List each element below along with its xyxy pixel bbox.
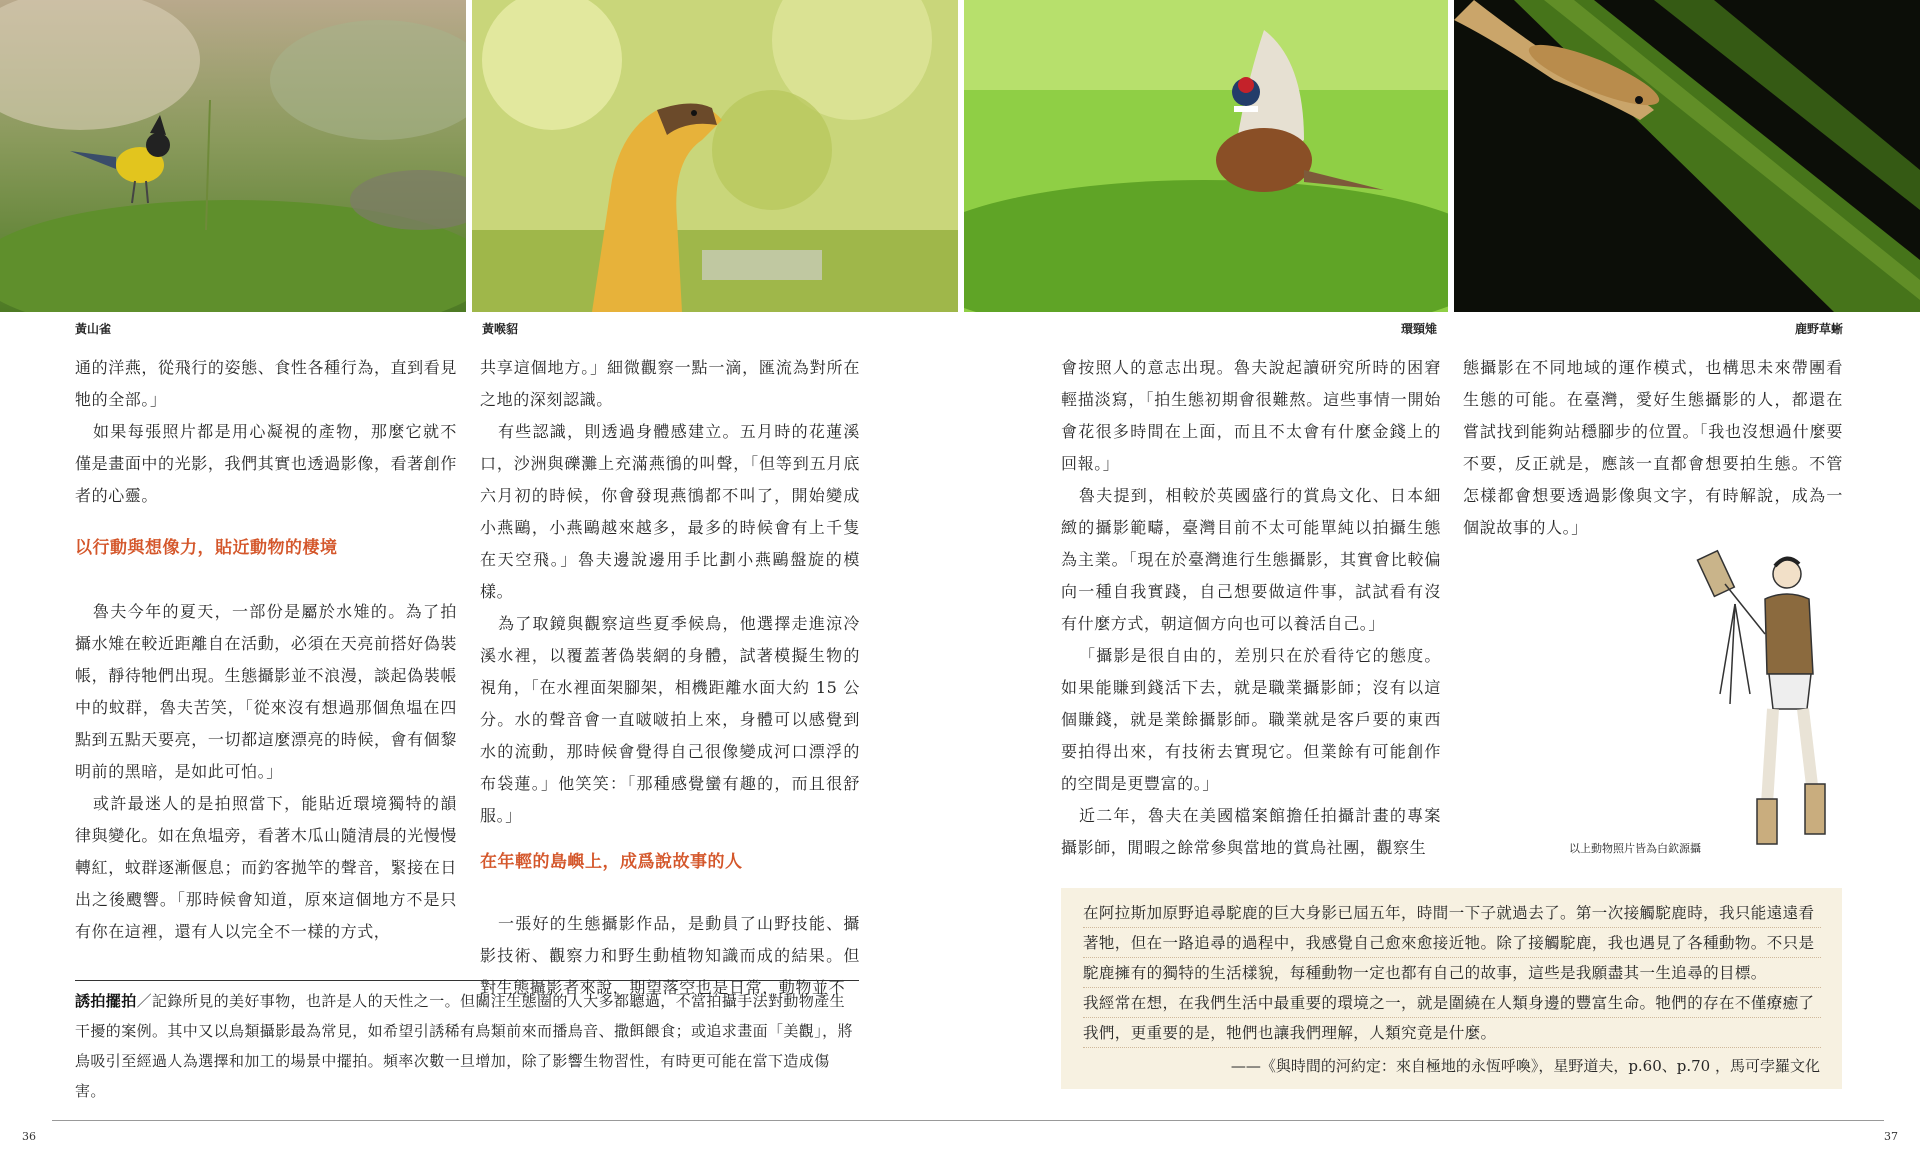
quote-rule	[1083, 1047, 1821, 1048]
quote-box	[1061, 888, 1842, 1089]
photo-yellow-throated-marten	[472, 0, 958, 312]
caption-photo4: 鹿野草蜥	[1795, 322, 1844, 336]
caption-photo2: 黃喉貂	[482, 322, 519, 336]
quote-line: 我們，更重要的是，牠們也讓我們理解，人類究竟是什麼。	[1083, 1024, 1497, 1042]
note-divider	[75, 980, 859, 981]
note-text: ／記錄所見的美好事物，也許是人的天性之一。但關注生態圈的人大多都聽過，不當拍攝手法對動物產生干擾的案例。其中又以鳥類攝影最為常見，如希望引誘稀有鳥類前來而播鳥音、撒餌餵食；或追求畫面「美觀」，將鳥吸引至經過人為選擇和加工的場景中擺拍。頻率次數一旦增加，除了影響生物習性，有時更可能在當下造成傷害。	[75, 992, 853, 1100]
quote-line: 在阿拉斯加原野追尋駝鹿的巨大身影已屆五年，時間一下子就過去了。第一次接觸駝鹿時，我只能遠遠看	[1083, 904, 1815, 922]
paragraph: 通的洋燕，從飛行的姿態、食性各種行為，直到看見牠的全部。」	[75, 358, 457, 409]
paragraph: 或許最迷人的是拍照當下，能貼近環境獨特的韻律與變化。如在魚塭旁，看著木瓜山隨清晨的光慢慢轉紅，蚊群逐漸偃息；而釣客拋竿的聲音，緊接在日出之後颼響。「那時候會知道，原來這個地方不是只有你在這裡，還有人以完全不一樣的方式，	[75, 794, 457, 941]
note-term: 誘拍擺拍	[75, 992, 137, 1010]
caption-photo1: 黃山雀	[75, 322, 112, 336]
paragraph: 會按照人的意志出現。魯夫說起讀研究所時的困窘輕描淡寫，「拍生態初期會很難熬。這些事情一開始會花很多時間在上面，而且不太會有什麼金錢上的回報。」	[1061, 358, 1441, 473]
page-number-left: 36	[22, 1130, 36, 1143]
paragraph: 有些認識，則透過身體感建立。五月時的花蓮溪口，沙洲與礫灘上充滿燕鴴的叫聲，「但等到五月底六月初的時候，你會發現燕鴴都不叫了，開始變成小燕鷗，小燕鷗越來越多，最多的時候會有上千隻在天空飛。」魯夫邊說邊用手比劃小燕鷗盤旋的模樣。	[480, 422, 860, 601]
paragraph: 態攝影在不同地域的運作模式，也構思未來帶團看生態的可能。在臺灣，愛好生態攝影的人，都還在嘗試找到能夠站穩腳步的位置。「我也沒想過什麼要不要，反正就是，應該一直都會想要拍生態。不管怎樣都會想要透過影像與文字，有時解說，成為一個說故事的人。」	[1463, 358, 1843, 537]
quote-line: 著牠，但在一路追尋的過程中，我感覺自己愈來愈接近牠。除了接觸駝鹿，我也遇見了各種動物。不只是	[1083, 934, 1815, 952]
photo-grass-lizard	[1454, 0, 1920, 312]
paragraph: 為了取鏡與觀察這些夏季候鳥，他選擇走進涼冷溪水裡，以覆蓋著偽裝網的身體，試著模擬生物的視角，「在水裡面架腳架，相機距離水面大約 15 公分。水的聲音會一直啵啵拍上來，身體可以感覺到水的流動，那時候會覺得自己很像變成河口漂浮的布袋蓮。」他笑笑：「那種感覺蠻有趣的，而且很舒服。」	[480, 614, 860, 825]
paragraph: 魯夫今年的夏天，一部份是屬於水雉的。為了拍攝水雉在較近距離自在活動，必須在天亮前搭好偽裝帳，靜待牠們出現。生態攝影並不浪漫，談起偽裝帳中的蚊群，魯夫苦笑，「從來沒有想過那個魚塭在四點到五點天要亮，一切都這麼漂亮的時候，會有個黎明前的黑暗，是如此可怕。」	[75, 602, 457, 781]
photographer-sketch-illustration	[1695, 544, 1845, 854]
photo-ring-necked-pheasant	[964, 0, 1448, 312]
paragraph: 一張好的生態攝影作品，是動員了山野技能、攝影技術、觀察力和野生動植物知識而成的結果。但對生態攝影者來說，期望落空也是日常，動物並不	[480, 914, 860, 997]
text-column-2	[480, 352, 860, 1004]
text-column-4	[1463, 352, 1843, 544]
section-heading: 以行動與想像力，貼近動物的棲境	[75, 538, 338, 558]
section-heading: 在年輕的島嶼上，成爲說故事的人	[480, 852, 743, 872]
paragraph: 共享這個地方。」細微觀察一點一滴，匯流為對所在之地的深刻認識。	[480, 358, 860, 409]
caption-photo3: 環頸雉	[1401, 322, 1438, 336]
paragraph: 魯夫提到，相較於英國盛行的賞鳥文化、日本細緻的攝影範疇，臺灣目前不太可能單純以拍攝生態為主業。「現在於臺灣進行生態攝影，其實會比較偏向一種自我實踐，自己想要做這件事，試試看有沒有什麼方式，朝這個方向也可以養活自己。」	[1061, 486, 1441, 633]
paragraph: 近二年，魯夫在美國檔案館擔任拍攝計畫的專案攝影師，閒暇之餘常參與當地的賞鳥社團，觀察生	[1061, 806, 1441, 857]
page-number-right: 37	[1884, 1130, 1898, 1143]
photo-yellow-tit	[0, 0, 466, 312]
footer-rule	[52, 1120, 1884, 1121]
paragraph: 如果每張照片都是用心凝視的產物，那麼它就不僅是畫面中的光影，我們其實也透過影像，看著創作者的心靈。	[75, 422, 457, 505]
text-column-1	[75, 352, 457, 948]
quote-line: 駝鹿擁有的獨特的生活樣貌，每種動物一定也都有自己的故事，這些是我願盡其一生追尋的目標。	[1083, 964, 1767, 982]
paragraph: 「攝影是很自由的，差別只在於看待它的態度。如果能賺到錢活下去，就是職業攝影師；沒有以這個賺錢，就是業餘攝影師。職業就是客戶要的東西要拍得出來，有技術去實現它。但業餘有可能創作的空間是更豐富的。」	[1061, 646, 1441, 793]
quote-line: 我經常在想，在我們生活中最重要的環境之一，就是圍繞在人類身邊的豐富生命。牠們的存在不僅療癒了	[1083, 994, 1815, 1012]
quote-source: ——《與時間的河約定：來自極地的永恆呼喚》，星野道夫，p.60、p.70 ，馬可孛羅文化	[1230, 1057, 1820, 1075]
glossary-note	[75, 986, 859, 1106]
photo-credit: 以上動物照片皆為白欽源攝	[1569, 842, 1701, 855]
text-column-3	[1061, 352, 1441, 864]
